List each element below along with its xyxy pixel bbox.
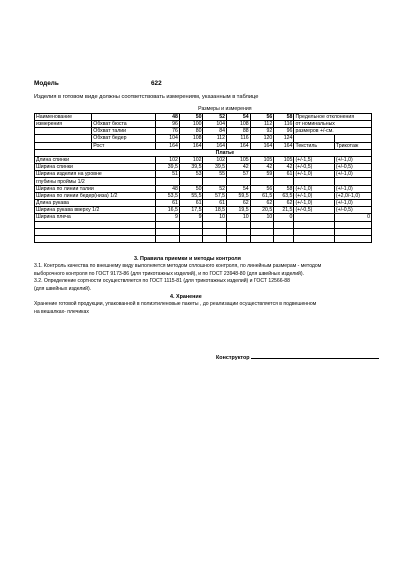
body-value: 80 [179, 128, 203, 135]
dress-value: 18,5 [203, 207, 227, 214]
dress-value: 42 [227, 164, 251, 171]
dress-value: 10 [227, 214, 251, 221]
dress-value: 61 [156, 200, 180, 207]
body-name: Обхват бедер [92, 135, 156, 142]
body-name: Обхват бюста [92, 120, 156, 127]
dress-value: 21,5 [274, 207, 294, 214]
body-row [35, 120, 372, 127]
dress-row [35, 164, 372, 171]
dress-row [35, 214, 372, 221]
section3-line: 3.2. Определение сортности осуществляется по ГОСТ 1115-81 (для трикотажных изделий) и ГОСТ 12566-88 [34, 278, 290, 285]
dress-value: 102 [179, 156, 203, 163]
body-value: 116 [274, 120, 294, 127]
measure-label: измерения [35, 120, 92, 127]
knitwear-deviation: (+/-1,0) [334, 200, 371, 207]
dress-value: 19,5 [227, 207, 251, 214]
dress-row [35, 185, 372, 192]
size-54: 54 [227, 113, 251, 120]
dress-value: 61 [274, 171, 294, 178]
dress-value: 62 [274, 200, 294, 207]
dress-row-name: Ширина рукава вверху 1/2 [35, 207, 156, 214]
dress-row-name: Ширина плеча [35, 214, 156, 221]
deviation-note: размеров +/-см. [294, 128, 372, 135]
dress-value: 9 [179, 214, 203, 221]
empty-row [35, 221, 372, 228]
dress-value: 57 [227, 171, 251, 178]
body-value: 164 [179, 142, 203, 149]
dress-value [179, 178, 203, 185]
body-value: 164 [250, 142, 274, 149]
model-number: 622 [151, 80, 162, 87]
section3-line: 3.1. Контроль качества по внешнему виду выполняется методом сплошного контроля, по линейным размерам - методом [34, 263, 322, 269]
intro-text: Изделия в готовом виде должны соответствовать измерениям, указанным в таблице [34, 94, 259, 100]
textile-deviation: (+/-1,0) [294, 192, 334, 199]
body-row [35, 142, 372, 149]
dress-value: 0 [274, 214, 294, 221]
dress-value: 63,5 [274, 192, 294, 199]
dress-header-row [35, 149, 372, 156]
body-value: 104 [203, 120, 227, 127]
section4-text [34, 301, 374, 316]
body-value: 164 [274, 142, 294, 149]
table-caption: Размеры и измерения [198, 106, 252, 113]
size-56: 56 [250, 113, 274, 120]
dress-value [227, 178, 251, 185]
dress-value [156, 178, 180, 185]
dress-value: 50 [179, 185, 203, 192]
empty-row [35, 228, 372, 235]
body-value: 88 [227, 128, 251, 135]
dress-row-name: Ширина по линии талии [35, 185, 156, 192]
dress-row-name: Длина спинки [35, 156, 156, 163]
dress-value: 54 [227, 185, 251, 192]
dress-value [203, 178, 227, 185]
body-value: 100 [179, 120, 203, 127]
dress-value: 61 [179, 200, 203, 207]
knitwear-deviation [334, 178, 371, 185]
dress-row-name: Ширина по линии бедер(низа) 1/2 [35, 192, 156, 199]
dress-value: 39,5 [179, 164, 203, 171]
dress-row-name: Ширина спинки [35, 164, 156, 171]
textile-deviation: (+/-1,0) [294, 200, 334, 207]
knitwear-deviation: 0 [334, 214, 371, 221]
body-value: 96 [274, 128, 294, 135]
body-value: 96 [156, 120, 180, 127]
body-value: 76 [156, 128, 180, 135]
dress-value: 62 [227, 200, 251, 207]
dress-row [35, 171, 372, 178]
dress-value: 56 [250, 185, 274, 192]
empty-row [35, 235, 372, 242]
size-48: 48 [156, 113, 180, 120]
dress-value: 105 [250, 156, 274, 163]
deviation-note: от номинальных [294, 120, 372, 127]
body-value: 84 [203, 128, 227, 135]
dress-value: 61 [203, 200, 227, 207]
dress-row-name: Длина рукава [35, 200, 156, 207]
dress-value: 105 [274, 156, 294, 163]
knitwear-deviation: (+/-0,5) [334, 164, 371, 171]
body-name: Рост [92, 142, 156, 149]
dress-value: 39,5 [203, 164, 227, 171]
textile-deviation: (+/-1,0) [294, 185, 334, 192]
knitwear-deviation: (+/-1,0) [334, 156, 371, 163]
body-name: Обхват талии [92, 128, 156, 135]
dress-value: 10 [203, 214, 227, 221]
knitwear-deviation: (+/-0,5) [334, 207, 371, 214]
dress-value: 48 [156, 185, 180, 192]
dress-value: 58 [274, 185, 294, 192]
dress-row [35, 200, 372, 207]
dress-value: 16,5 [156, 207, 180, 214]
dress-value: 102 [203, 156, 227, 163]
dress-row-name: Ширина изделия на уровне [35, 171, 156, 178]
textile-deviation [294, 178, 334, 185]
body-value: 116 [227, 135, 251, 142]
body-value: 124 [274, 135, 294, 142]
dress-label: Платье [156, 149, 294, 156]
dress-value: 57,5 [203, 192, 227, 199]
dress-value [274, 178, 294, 185]
dress-row [35, 156, 372, 163]
section3-line: выборочного контроля по ГОСТ 9173-86 (для трикотажных изделий), и по ГОСТ 23948-80 (для швейных изделий). [34, 270, 305, 277]
textile-label: Текстиль [294, 142, 334, 149]
knitwear-deviation: (+2,0/-1,0) [334, 192, 371, 199]
dress-row [35, 192, 372, 199]
textile-deviation [294, 214, 334, 221]
dress-value: 51 [156, 171, 180, 178]
dress-value: 20,5 [250, 207, 274, 214]
knitwear-deviation: (+/-1,0) [334, 185, 371, 192]
signature-line [251, 353, 379, 359]
model-label: Модель [34, 80, 59, 87]
knitwear-label: Трикотаж [334, 142, 371, 149]
dress-row [35, 178, 372, 185]
size-58: 58 [274, 113, 294, 120]
header-deviation: Предельное отклонения [294, 113, 372, 120]
dress-value: 61,5 [250, 192, 274, 199]
body-row [35, 135, 372, 142]
dress-value: 42 [274, 164, 294, 171]
section3-line: (для швейных изделий). [34, 285, 92, 292]
textile-deviation: (+/-1,5) [294, 156, 334, 163]
section3-text [34, 263, 374, 293]
textile-deviation: (+/-1,0) [294, 171, 334, 178]
dress-value: 53,5 [156, 192, 180, 199]
size-50: 50 [179, 113, 203, 120]
dress-row [35, 207, 372, 214]
dress-value: 9 [156, 214, 180, 221]
body-row [35, 128, 372, 135]
signature-label: Конструктор [216, 355, 250, 361]
measurements-table [34, 106, 372, 243]
body-value: 92 [250, 128, 274, 135]
dress-value: 53 [179, 171, 203, 178]
dress-value: 39,5 [156, 164, 180, 171]
body-value: 120 [250, 135, 274, 142]
header-row [35, 113, 372, 120]
dress-value: 55 [203, 171, 227, 178]
body-value: 112 [203, 135, 227, 142]
dress-value: 42 [250, 164, 274, 171]
dress-value: 52 [203, 185, 227, 192]
section4-line: Хранение готовой продукции, упакованной в полиэтиленовые пакеты , до реализации осуществляется в подвешенном [34, 301, 317, 307]
dress-value: 59 [250, 171, 274, 178]
dress-value: 62 [250, 200, 274, 207]
body-value: 104 [156, 135, 180, 142]
body-value: 164 [156, 142, 180, 149]
dress-value: 17,5 [179, 207, 203, 214]
dress-value: 102 [156, 156, 180, 163]
dress-row-name: глубины проймы 1/2 [35, 178, 156, 185]
body-value: 164 [227, 142, 251, 149]
signature [216, 353, 379, 361]
section3-title: 3. Правила приемки и методы контроля [134, 256, 241, 262]
size-52: 52 [203, 113, 227, 120]
body-value: 164 [203, 142, 227, 149]
dress-value [250, 178, 274, 185]
knitwear-deviation: (+/-1,0) [334, 171, 371, 178]
dress-value: 105 [227, 156, 251, 163]
header-name: Наименование [35, 113, 92, 120]
dress-value: 55,5 [179, 192, 203, 199]
textile-deviation: (+/-0,5) [294, 164, 334, 171]
dress-value: 59,5 [227, 192, 251, 199]
section4-title: 4. Хранение [170, 294, 202, 300]
textile-deviation: (+/-0,5) [294, 207, 334, 214]
body-value: 108 [179, 135, 203, 142]
body-value: 112 [250, 120, 274, 127]
section4-line: на вешалках- плечиках [34, 308, 89, 315]
dress-value: 10 [250, 214, 274, 221]
body-value: 108 [227, 120, 251, 127]
